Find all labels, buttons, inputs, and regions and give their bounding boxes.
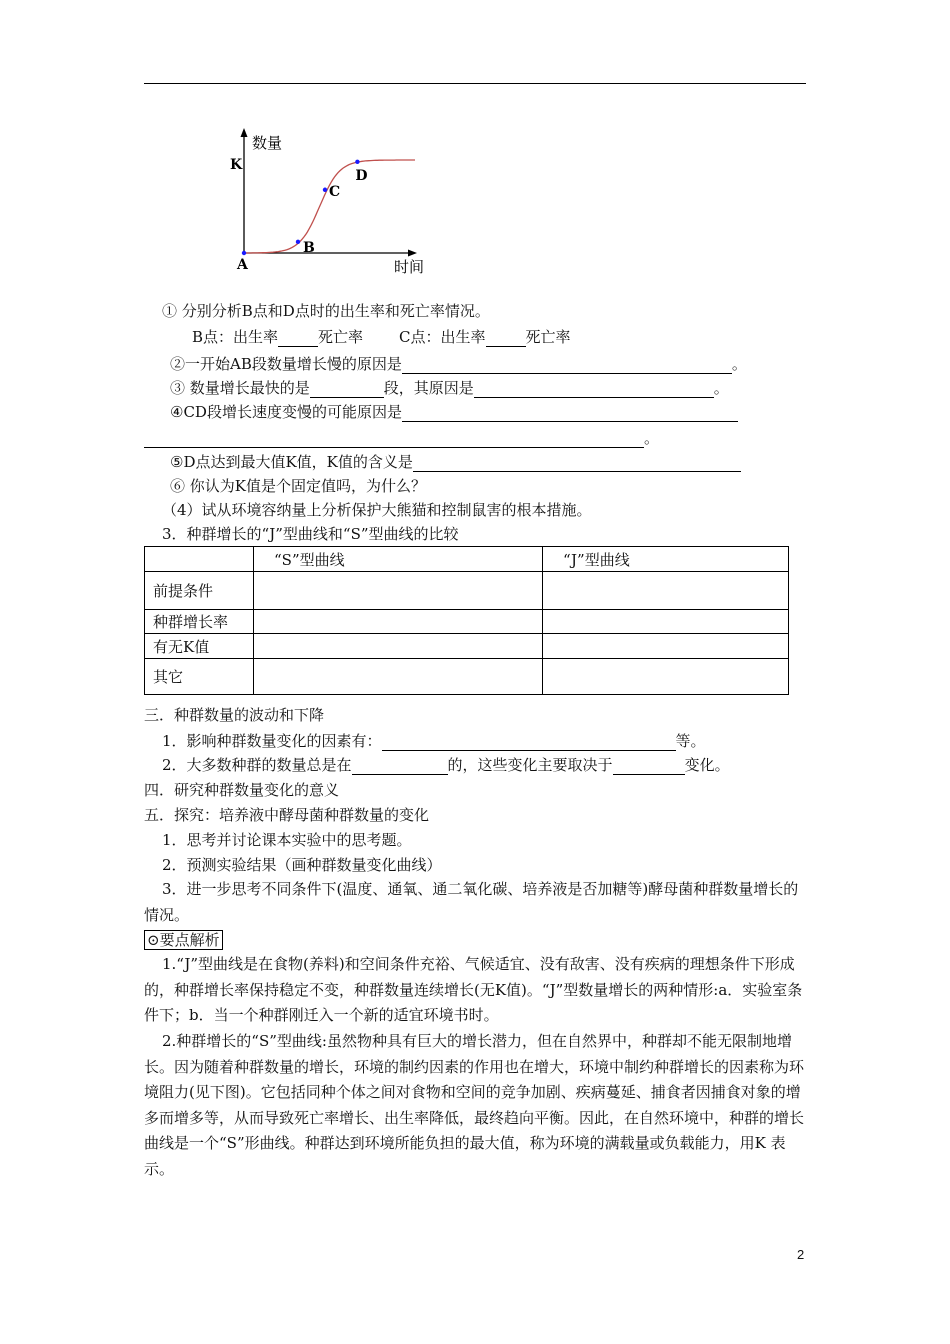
blank-h3-1[interactable] [382, 734, 676, 751]
blank-q2[interactable] [402, 357, 732, 374]
question-7: （4）试从环境容纳量上分析保护大熊猫和控制鼠害的根本措施。 [162, 501, 592, 519]
heading-5: 五．探究：培养液中酵母菌种群数量的变化 [144, 806, 430, 824]
point-c [323, 188, 327, 192]
blank-q4a[interactable] [402, 405, 738, 422]
key-point-2: 2.种群增长的“S”型曲线:虽然物种具有巨大的增长潜力，但在自然界中，种群却不能无限制地增长。因为随着种群数量的增长，环境的制约因素的作用也在增大，环境中制约种群增长的因素称为环境阻力(见下图)。它包括同种个体之间对食物和空间的竞争加剧、疾病蔓延、捕食者因捕食对象的增多而增多等，从而导致死亡率增长、出生率降低，最终趋向平衡。因此，在自然环境中，种群的增长曲线是一个“S”形曲线。种群达到环境所能负担的最大值，称为环境的满载量或负载能力，用K 表示。 [144, 1032, 805, 1178]
s-curve-line [244, 160, 415, 253]
question-5: ⑤D点达到最大值K值，K值的含义是 [170, 452, 741, 472]
header-j-curve: “J”型曲线 [543, 547, 789, 572]
point-label-a: A [237, 257, 248, 273]
y-tick-k: K [230, 157, 243, 173]
y-axis-label: 数量 [252, 134, 283, 152]
point-label-d: D [355, 167, 368, 184]
x-axis-label: 时间 [394, 258, 425, 276]
h3-item-2: 2．大多数种群的数量总是在 的，这些变化主要取决于 变化。 [162, 756, 730, 774]
question-3: ③ 数量增长最快的是 段，其原因是 。 [170, 379, 729, 397]
blank-b-birth[interactable] [278, 330, 318, 347]
blank-c-birth[interactable] [486, 330, 526, 347]
point-d [355, 160, 359, 164]
header-rule [144, 83, 806, 84]
blank-q3a[interactable] [310, 381, 384, 398]
h5-item-3: 3．进一步思考不同条件下(温度、通氧、通二氧化碳、培养液是否加糖等)酵母菌种群数量增长的情况。 [144, 880, 799, 924]
comparison-table [144, 546, 789, 695]
h3-item-1: 1．影响种群数量变化的因素有： 等。 [162, 732, 706, 750]
question-4-cont: 。 [144, 428, 659, 448]
s-curve-chart [222, 122, 442, 277]
blank-q5[interactable] [413, 455, 741, 472]
table-row: 有无K值 [145, 634, 789, 659]
b-point-label: B点：出生率 [192, 328, 279, 346]
section-3-heading: 3．种群增长的“J”型曲线和“S”型曲线的比较 [162, 525, 459, 543]
x-axis-arrow [408, 250, 417, 257]
point-label-c: C [329, 183, 341, 200]
heading-3: 三．种群数量的波动和下降 [144, 706, 325, 724]
point-a [242, 251, 246, 255]
point-b [296, 240, 300, 244]
y-axis-arrow [241, 128, 248, 137]
blank-q4b[interactable] [144, 431, 644, 448]
h5-item-1: 1．思考并讨论课本实验中的思考题。 [162, 831, 412, 849]
table-row: 其它 [145, 659, 789, 695]
question-6: ⑥ 你认为K值是个固定值吗，为什么？ [170, 477, 426, 495]
table-header-row [145, 547, 789, 572]
key-point-1: 1.“J”型曲线是在食物(养料)和空间条件充裕、气候适宜、没有敌害、没有疾病的理想条件下形成的，种群增长率保持稳定不变，种群数量连续增长(无K值)。“J”型数量增长的两种情形:a．实验室条件下；b．当一个种群刚迁入一个新的适宜环境书时。 [144, 955, 803, 1024]
question-1: ① 分别分析B点和D点时的出生率和死亡率情况。 [162, 302, 490, 320]
blank-q3b[interactable] [474, 381, 714, 398]
point-label-b: B [303, 239, 315, 256]
h5-item-2: 2．预测实验结果（画种群数量变化曲线） [162, 856, 442, 874]
question-2: ②一开始AB段数量增长慢的原因是 。 [170, 355, 747, 373]
b-death-label: 死亡率 [318, 328, 364, 346]
question-4: ④CD段增长速度变慢的可能原因是 [170, 402, 738, 422]
table-row: 种群增长率 [145, 610, 789, 634]
c-point-label: C点：出生率 [399, 328, 486, 346]
blank-h3-2a[interactable] [352, 758, 448, 775]
header-s-curve: “S”型曲线 [254, 547, 543, 572]
blank-h3-2b[interactable] [613, 758, 685, 775]
c-death-label: 死亡率 [525, 328, 571, 346]
heading-4: 四．研究种群数量变化的意义 [144, 781, 340, 799]
question-1-blanks [192, 327, 571, 347]
page-number: 2 [797, 1247, 805, 1262]
key-points-title: ⊙要点解析 [144, 930, 223, 950]
table-row: 前提条件 [145, 572, 789, 610]
